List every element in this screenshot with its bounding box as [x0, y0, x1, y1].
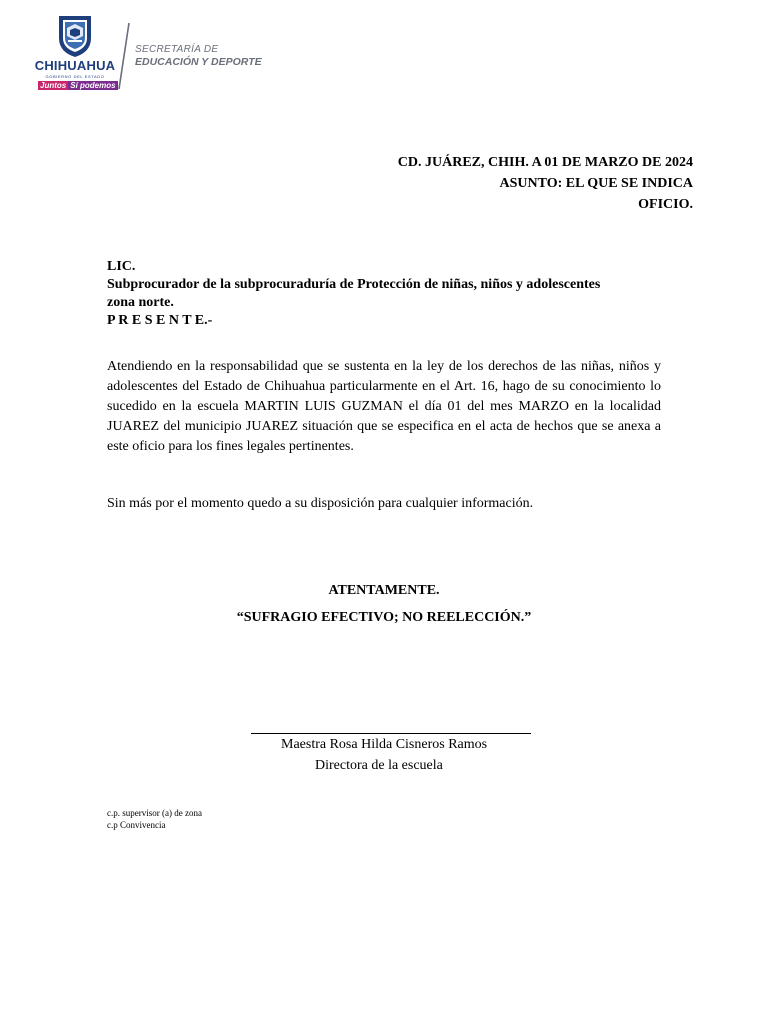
- state-logo: [34, 14, 116, 96]
- shield-icon: [55, 14, 95, 58]
- recipient-line2: zona norte.: [107, 295, 174, 310]
- presente: P R E S E N T E.-: [107, 313, 213, 328]
- cc-line1: c.p. supervisor (a) de zona: [107, 808, 202, 818]
- header-divider: [117, 22, 131, 90]
- salutation: ATENTAMENTE.: [328, 583, 440, 598]
- signature-line: [251, 733, 531, 734]
- place-date: CD. JUÁREZ, CHIH. A 01 DE MARZO DE 2024: [397, 155, 693, 170]
- cc-line2: c.p Convivencia: [107, 820, 166, 830]
- slogan-part2: Sí podemos: [70, 81, 116, 90]
- motto: “SUFRAGIO EFECTIVO; NO REELECCIÓN.”: [236, 610, 532, 625]
- secretariat-line2: EDUCACIÓN Y DEPORTE: [135, 56, 262, 68]
- body-paragraph: Atendiendo en la responsabilidad que se sustenta en la ley de los derechos de las niñas, niños y adolescentes del Estado de Chihuahua particularmente en el Art. 16, hago de su conocimiento lo sucedido en la escuela MARTIN LUIS GUZMAN el día 01 del mes MARZO en la localidad JUAREZ del municipio JUAREZ situación que se especifica en el acta de hechos que se anexa a este oficio para los fines legales pertinentes.: [107, 359, 661, 454]
- slogan-part1: Juntos: [40, 81, 67, 90]
- signer-role: Directora de la escuela: [315, 758, 443, 773]
- state-name: CHIHUAHUA: [34, 58, 116, 73]
- slogan-badge: [38, 80, 118, 92]
- subject-line: ASUNTO: EL QUE SE INDICA: [499, 176, 693, 191]
- closing-line: Sin más por el momento quedo a su disposición para cualquier información.: [107, 496, 534, 511]
- recipient-title: LIC.: [107, 259, 136, 274]
- document-type: OFICIO.: [638, 197, 693, 212]
- recipient-line1: Subprocurador de la subprocuraduría de Protección de niñas, niños y adolescentes: [107, 277, 601, 292]
- state-subtitle: GOBIERNO DEL ESTADO: [45, 74, 105, 79]
- secretariat-line1: SECRETARÍA DE: [135, 44, 219, 55]
- signer-name: Maestra Rosa Hilda Cisneros Ramos: [281, 737, 488, 752]
